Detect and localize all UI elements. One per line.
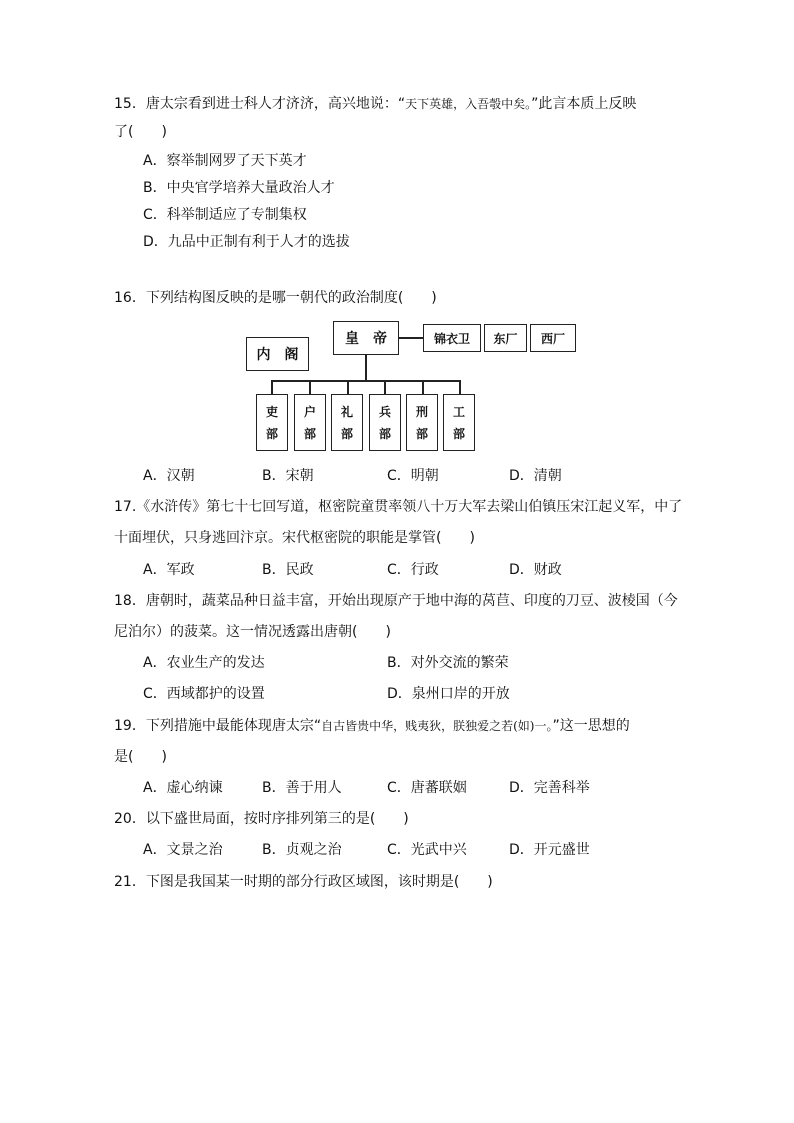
ministry-char: 刑: [415, 405, 428, 420]
q19-stem-line1: [114, 716, 630, 736]
ministry-char: 部: [303, 426, 316, 441]
q20-stem: 20．以下盛世局面，按时序排列第三的是( ): [114, 811, 409, 827]
q19-quote: 自古皆贵中华，贱夷狄，朕独爱之若(如)一。: [321, 719, 553, 733]
ministry-box-rites: [331, 394, 363, 451]
q18-stem-line2: 尼泊尔）的菠菜。这一情况透露出唐朝( ): [114, 624, 391, 640]
emperor-agency-connector: [399, 337, 423, 339]
ministry-char: 工: [452, 405, 465, 420]
q19-stem-text-end: ”这一思想的: [552, 718, 630, 734]
q15-stem-text-end: ”此言本质上反映: [531, 96, 637, 112]
q19-stem-line2: 是( ): [114, 749, 167, 765]
q15-option-d[interactable]: D．九品中正制有利于人才的选拔: [143, 234, 350, 250]
q19-option-a[interactable]: A．虚心纳谏: [143, 780, 223, 796]
ministry-char: 户: [303, 405, 316, 420]
q16-option-d[interactable]: D．清朝: [509, 468, 562, 484]
q21-stem: 21．下图是我国某一时期的部分行政区域图，该时期是( ): [114, 874, 493, 890]
q20-option-d[interactable]: D．开元盛世: [509, 842, 590, 858]
q15-option-b[interactable]: B．中央官学培养大量政治人才: [143, 180, 335, 196]
ministry-connector: [384, 380, 386, 394]
q18-option-c[interactable]: C．西域都护的设置: [143, 686, 265, 702]
q18-option-b[interactable]: B．对外交流的繁荣: [387, 655, 509, 671]
ministry-connector: [347, 380, 349, 394]
q17-stem-line1: 17.《水浒传》第七十七回写道，枢密院童贯率领八十万大军去梁山伯镇压宋江起义军，中了: [114, 499, 683, 515]
ministry-char: 兵: [378, 405, 391, 420]
q20-option-c[interactable]: C．光武中兴: [387, 842, 467, 858]
q15-option-c[interactable]: C．科举制适应了专制集权: [143, 207, 307, 223]
ministry-char: 部: [340, 426, 353, 441]
ministry-char: 部: [452, 426, 465, 441]
ministry-box-war: [369, 394, 401, 451]
ministries-bus-connector: [271, 380, 460, 382]
ministry-connector: [309, 380, 311, 394]
ministry-char: 部: [265, 426, 278, 441]
q16-stem: 16．下列结构图反映的是哪一朝代的政治制度( ): [114, 290, 437, 306]
q17-option-c[interactable]: C．行政: [387, 562, 439, 578]
ministry-char: 礼: [340, 405, 353, 420]
q19-option-c[interactable]: C．唐蕃联姻: [387, 780, 467, 796]
ministry-box-revenue: [294, 394, 326, 451]
q17-stem-line2: 十面埋伏，只身逃回汴京。宋代枢密院的职能是掌管( ): [114, 530, 475, 546]
q17-option-d[interactable]: D．财政: [509, 562, 562, 578]
ministry-box-personnel: [256, 394, 288, 451]
q20-option-b[interactable]: B．贞观之治: [262, 842, 342, 858]
q18-stem-line1: 18．唐朝时，蔬菜品种日益丰富，开始出现原产于地中海的莴苣、印度的刀豆、波棱国（今: [114, 593, 678, 609]
q15-stem-line1: [114, 94, 636, 114]
ministry-char: 部: [415, 426, 428, 441]
q19-stem-text: 19．下列措施中最能体现唐太宗“: [114, 718, 322, 734]
q16-option-c[interactable]: C．明朝: [387, 468, 439, 484]
q15-option-a[interactable]: A．察举制网罗了天下英才: [143, 153, 307, 169]
q15-quote: 天下英雄，入吾彀中矣。: [405, 97, 532, 111]
q18-option-d[interactable]: D．泉州口岸的开放: [387, 686, 510, 702]
agency-box-jinyiwei: 锦衣卫: [423, 324, 481, 352]
q17-option-a[interactable]: A．军政: [143, 562, 195, 578]
cabinet-box: 内 阁: [246, 337, 309, 371]
q20-option-a[interactable]: A．文景之治: [143, 842, 223, 858]
ministry-box-works: [443, 394, 475, 451]
q15-stem-line2: 了( ): [114, 124, 167, 140]
ministry-connector: [459, 380, 461, 394]
q15-stem-text: 15．唐太宗看到进士科人才济济，高兴地说：“: [114, 96, 406, 112]
agency-box-xichang: 西厂: [530, 324, 576, 352]
q19-option-d[interactable]: D．完善科举: [509, 780, 590, 796]
emperor-down-connector: [365, 355, 367, 380]
ministry-connector: [422, 380, 424, 394]
agency-box-dongchang: 东厂: [484, 324, 527, 352]
ministry-char: 吏: [265, 405, 278, 420]
q19-option-b[interactable]: B．善于用人: [262, 780, 342, 796]
q16-option-a[interactable]: A．汉朝: [143, 468, 195, 484]
emperor-box: 皇 帝: [333, 321, 399, 355]
q18-option-a[interactable]: A．农业生产的发达: [143, 655, 265, 671]
ministry-char: 部: [378, 426, 391, 441]
ministry-box-justice: [406, 394, 438, 451]
ministry-connector: [271, 380, 273, 394]
q16-option-b[interactable]: B．宋朝: [262, 468, 314, 484]
q17-option-b[interactable]: B．民政: [262, 562, 314, 578]
